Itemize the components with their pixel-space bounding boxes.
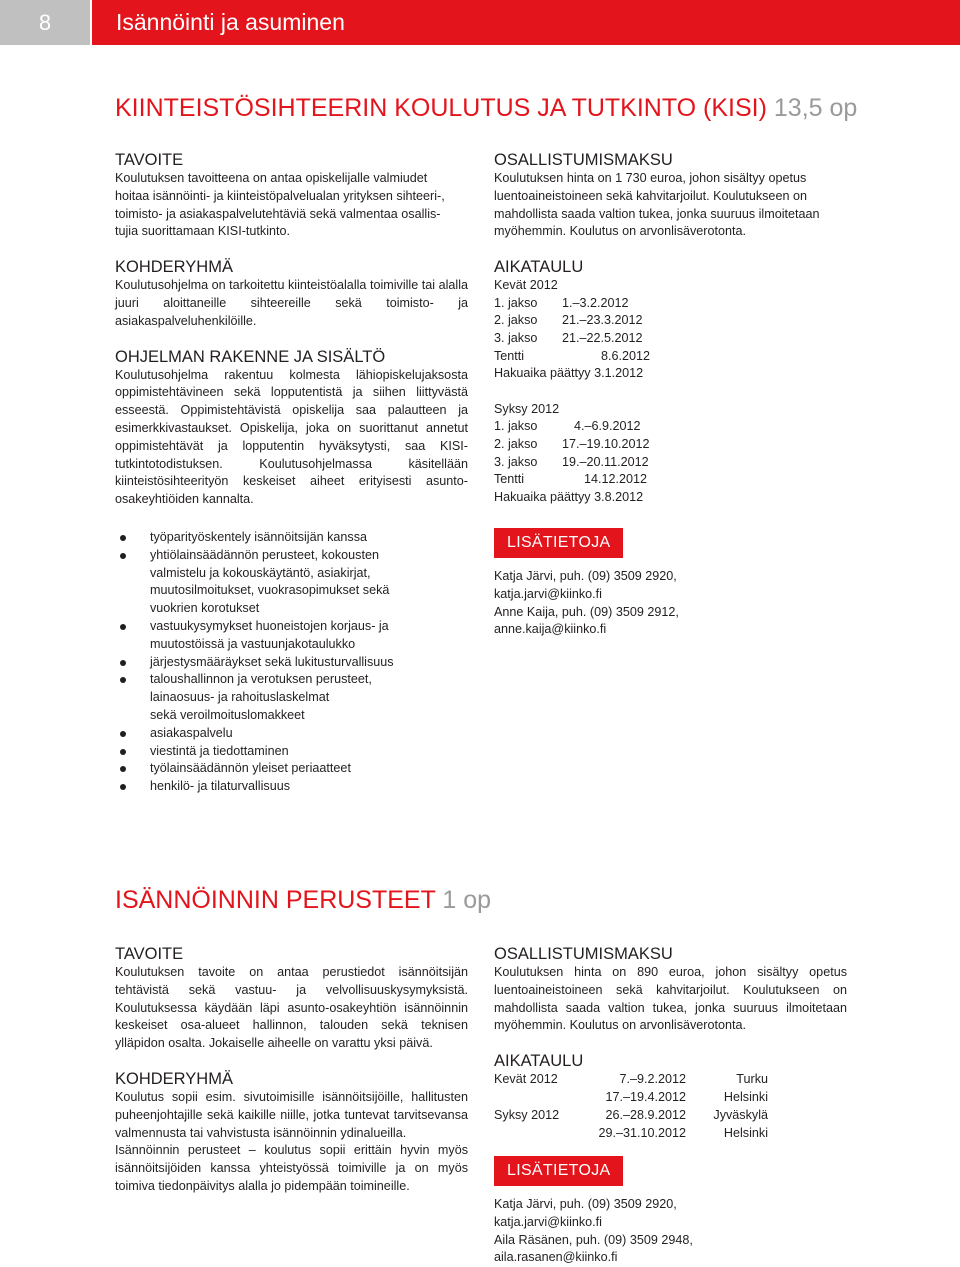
schedule-key: 3. jakso — [494, 330, 538, 345]
schedule-label: Kevät 2012 — [494, 278, 558, 293]
text-line: Koulutuksen hinta on 1 730 euroa, johon sisältyy opetus — [494, 171, 807, 185]
tavoite-text — [115, 170, 468, 241]
list-item — [115, 743, 468, 761]
list-item — [115, 618, 468, 654]
schedule-row — [494, 330, 847, 348]
contact-info — [494, 568, 847, 638]
text-line: valmistelu ja kokouskäytäntö, asiakirjat, — [150, 565, 371, 580]
list-item — [115, 778, 468, 796]
schedule-row — [494, 295, 847, 313]
maksu-heading: OSALLISTUMISMAKSU — [494, 151, 673, 169]
text-line: sekä veroilmoituslomakkeet — [150, 707, 305, 722]
schedule-row — [494, 436, 847, 454]
maksu-text: Koulutuksen hinta on 890 euroa, johon sisältyy opetus luentoaineistoineen sekä kahvitarjoilut. Koulutukseen on mahdollista saada valtion tukea, jonka suuruus ilmoitetaan myöhemmin. Koulutus on arvonlisäverotonta. — [494, 965, 847, 1033]
kohderyhma-heading: KOHDERYHMÄ — [115, 258, 233, 277]
schedule-dates: 29.–31.10.2012 — [598, 1125, 686, 1140]
schedule-autumn — [494, 401, 847, 507]
course1-right-column — [494, 150, 847, 639]
text-line: työparityöskentely isännöitsijän kanssa — [150, 530, 368, 544]
text-line: Koulutuksen tavoitteena on antaa opiskelijalle valmiudet — [115, 171, 428, 185]
course-title-kisi — [115, 94, 857, 123]
schedule-key: 2. jakso — [494, 436, 538, 451]
schedule-row — [494, 312, 847, 330]
schedule-value: 19.–20.11.2012 — [562, 454, 649, 469]
schedule-city: Helsinki — [723, 1125, 768, 1140]
schedule-row — [494, 348, 847, 366]
aikataulu-heading: AIKATAULU — [494, 258, 584, 277]
course2-left-column — [115, 944, 468, 1196]
schedule-dates: 7.–9.2.2012 — [619, 1072, 686, 1087]
schedule-value: 4.–6.9.2012 — [574, 419, 641, 434]
contact-line: Aila Räsänen, puh. (09) 3509 2948, — [494, 1232, 693, 1247]
rakenne-heading: OHJELMAN RAKENNE JA SISÄLTÖ — [115, 347, 386, 366]
topics-list-wrap — [115, 529, 468, 796]
schedule-key: Tentti — [494, 348, 525, 363]
text-line: muutostöissä ja vastuunjakotaulukko — [150, 636, 356, 651]
schedule-city: Helsinki — [723, 1089, 768, 1104]
kohderyhma-text-2: Isännöinnin perusteet – koulutus sopii erittäin hyvin myös isännöitsijöiden kanssa yhteistyössä toimiville ja on myös toimiva tiedonpäivitys alalla jo pidempään toimineille. — [115, 1143, 468, 1193]
schedule-key: 1. jakso — [494, 419, 538, 434]
contact-line: Anne Kaija, puh. (09) 3509 2912, — [494, 604, 679, 619]
text-line: asiakaspalvelu — [150, 725, 233, 740]
text-line: yhtiölainsäädännön perusteet, kokousten — [150, 547, 379, 562]
contact-line: Katja Järvi, puh. (09) 3509 2920, — [494, 1197, 677, 1212]
text-line: taloushallinnon ja verotuksen perusteet, — [150, 672, 372, 687]
page-number: 8 — [0, 0, 90, 45]
schedule-value: 21.–23.3.2012 — [562, 313, 643, 328]
text-line: luentoaineistoineen sekä kahvitarjoilut. Koulutukseen on — [494, 188, 807, 203]
kohderyhma-heading: KOHDERYHMÄ — [115, 1069, 233, 1088]
schedule-deadline: Hakuaika päättyy 3.1.2012 — [494, 366, 644, 381]
table-row — [494, 1125, 847, 1143]
course-title-perusteet — [115, 886, 491, 915]
list-item — [115, 547, 468, 618]
email-link[interactable]: katja.jarvi@kiinko.fi — [494, 1214, 602, 1229]
course2-right-column — [494, 944, 847, 1267]
schedule-term: Kevät 2012 — [494, 1072, 558, 1087]
contact-line: Katja Järvi, puh. (09) 3509 2920, — [494, 569, 677, 584]
course-credits: 13,5 op — [773, 94, 858, 122]
schedule-value: 1.–3.2.2012 — [562, 295, 629, 310]
email-link[interactable]: anne.kaija@kiinko.fi — [494, 622, 607, 637]
lisatietoja-badge: LISÄTIETOJA — [494, 528, 623, 558]
course-title-text: KIINTEISTÖSIHTEERIN KOULUTUS JA TUTKINTO (KISI) — [115, 94, 767, 122]
schedule-term — [494, 1125, 578, 1143]
schedule-deadline: Hakuaika päättyy 3.8.2012 — [494, 489, 644, 504]
text-line: viestintä ja tiedottaminen — [150, 743, 289, 758]
schedule-term — [494, 1089, 578, 1107]
list-item — [115, 654, 468, 672]
text-line: muutosilmoitukset, vuokrasopimukset sekä — [150, 583, 390, 598]
email-link[interactable]: katja.jarvi@kiinko.fi — [494, 586, 602, 601]
section-header — [92, 0, 960, 45]
schedule-key: Tentti — [494, 472, 525, 487]
aikataulu-heading: AIKATAULU — [494, 1052, 584, 1071]
schedule-dates: 26.–28.9.2012 — [605, 1107, 686, 1122]
text-line: järjestysmääräykset sekä lukitusturvallisuus — [150, 654, 394, 669]
maksu-text — [494, 170, 847, 241]
text-line: vastuukysymykset huoneistojen korjaus- ja — [150, 618, 389, 633]
text-line: lainaosuus- ja rahoituslaskelmat — [150, 690, 330, 705]
schedule-value: 21.–22.5.2012 — [562, 330, 643, 345]
rakenne-text: Koulutusohjelma rakentuu kolmesta lähiopiskelujaksosta oppimistehtävineen sekä lopputentistä ja siihen liittyvästä esseestä. Oppimistehtävistä opiskelija saa palautteen ja esimerkkivastaukset. Opiskelija, joka on suorittanut annetut oppimistehtävät ja lopputentin hyväksytysti, saa KISI-tutkintotodistuksen. Koulutusohjelmassa käsitellään kiinteistösihteerityön keskeiset aiheet erityisesti asunto-osakeyhtiöiden kannalta. — [115, 367, 468, 507]
maksu-heading: OSALLISTUMISMAKSU — [494, 945, 673, 963]
schedule-city: Jyväskylä — [713, 1107, 768, 1122]
text-line: mahdollista saada valtion tukea, jonka suuruus ilmoitetaan — [494, 206, 820, 221]
table-row — [494, 1107, 847, 1125]
list-item — [115, 671, 468, 724]
tavoite-heading: TAVOITE — [115, 945, 184, 963]
table-row — [494, 1071, 847, 1089]
tavoite-text: Koulutuksen tavoite on antaa perustiedot isännöitsijän tehtävistä sekä vastuu- ja velvollisuuskysymyksistä. Koulutuksessa käydään läpi asunto-osakeyhtiön isännöinnin keskeiset osa-alueet hallinnon, talouden sekä teknisen ylläpidon osalta. Jokaiselle aiheelle on varattu yksi päivä. — [115, 965, 468, 1051]
schedule-value: 8.6.2012 — [601, 348, 651, 363]
list-item — [115, 760, 468, 778]
list-item — [115, 725, 468, 743]
contact-info — [494, 1196, 847, 1266]
schedule-spring — [494, 277, 847, 383]
topics-list — [115, 529, 468, 796]
schedule-term: Syksy 2012 — [494, 1107, 560, 1122]
text-line: hoitaa isännöinti- ja kiinteistöpalvelualan yrityksen sihteeri-, — [115, 188, 445, 203]
schedule-value: 17.–19.10.2012 — [562, 436, 650, 451]
section-title: Isännöinti ja asuminen — [116, 9, 345, 35]
table-row — [494, 1089, 847, 1107]
schedule-key: 1. jakso — [494, 295, 538, 310]
schedule-dates: 17.–19.4.2012 — [605, 1089, 686, 1104]
list-item — [115, 529, 468, 547]
course1-left-column — [115, 150, 468, 509]
course-credits: 1 op — [442, 886, 492, 914]
kohderyhma-text: Koulutus sopii esim. sivutoimisille isännöitsijöille, hallitusten puheenjohtajille sekä kaikille niille, jotka tuntevat tarvitsevansa valmennusta tai vahvistusta isännöinnin ydinalueilla. — [115, 1089, 468, 1140]
tavoite-heading: TAVOITE — [115, 151, 184, 169]
schedule-city: Turku — [736, 1072, 768, 1087]
schedule-label: Syksy 2012 — [494, 401, 560, 416]
email-link[interactable]: aila.rasanen@kiinko.fi — [494, 1250, 618, 1265]
schedule-row — [494, 454, 847, 472]
text-line: toimisto- ja asiakaspalvelutehtäviä sekä valmentaa osallis- — [115, 206, 441, 221]
schedule-table — [494, 1071, 847, 1142]
schedule-row — [494, 418, 847, 436]
text-line: työlainsäädännön yleiset periaatteet — [150, 761, 351, 776]
schedule-row — [494, 471, 847, 489]
text-line: tujia suorittamaan KISI-tutkinto. — [115, 224, 290, 239]
lisatietoja-badge: LISÄTIETOJA — [494, 1156, 623, 1186]
course-title-text: ISÄNNÖINNIN PERUSTEET — [115, 886, 436, 914]
schedule-value: 14.12.2012 — [584, 472, 648, 487]
text-line: henkilö- ja tilaturvallisuus — [150, 779, 290, 794]
schedule-key: 3. jakso — [494, 454, 538, 469]
text-line: myöhemmin. Koulutus on arvonlisäverotonta. — [494, 224, 747, 239]
schedule-key: 2. jakso — [494, 313, 538, 328]
text-line: vuokrien korotukset — [150, 601, 260, 616]
kohderyhma-text: Koulutusohjelma on tarkoitettu kiinteistöalalla toimiville tai alalla juuri aloittaneille sihteereille sekä toimisto- ja asiakaspalveluhenkilöille. — [115, 278, 468, 328]
